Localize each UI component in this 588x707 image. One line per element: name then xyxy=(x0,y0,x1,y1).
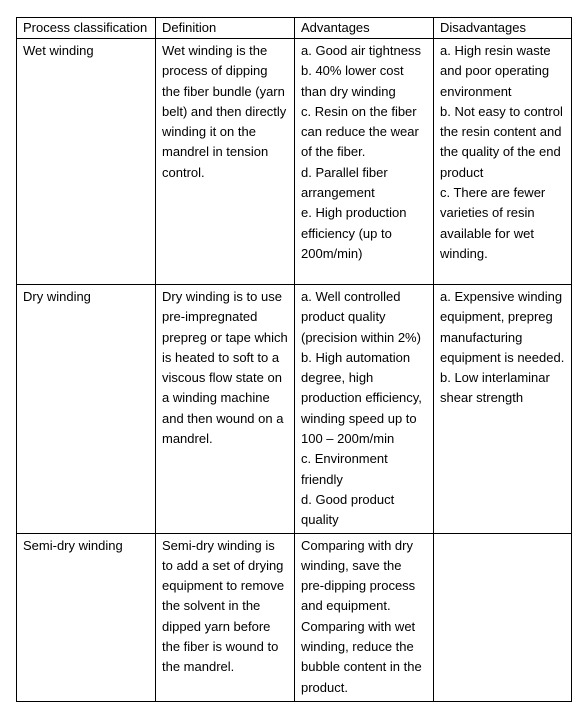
advantage-item: b. 40% lower cost than dry winding xyxy=(301,63,404,99)
disadvantage-item: c. There are fewer varieties of resin available for wet winding. xyxy=(440,185,546,261)
disadvantage-item: a. High resin waste and poor operating environment xyxy=(440,43,551,99)
advantage-item: a. Good air tightness xyxy=(301,43,421,58)
disadvantage-item: a. Expensive winding equipment, prepreg manufacturing equipment is needed. xyxy=(440,289,565,365)
table-row-semi-dry-winding xyxy=(17,533,572,701)
table-header xyxy=(17,18,572,39)
advantage-item: c. Environment friendly xyxy=(301,451,388,487)
disadvantages-cell xyxy=(434,285,572,534)
definition-cell: Semi-dry winding is to add a set of drying equipment to remove the solvent in the dipped yarn before the fiber is wound to the mandrel. xyxy=(156,533,295,701)
disadvantages-cell xyxy=(434,39,572,285)
process-cell: Semi-dry winding xyxy=(17,533,156,701)
header-advantages: Advantages xyxy=(295,18,434,39)
advantage-item: Comparing with wet winding, reduce the bubble content in the product. xyxy=(301,618,422,695)
disadvantage-item: b. Low interlaminar shear strength xyxy=(440,370,550,406)
advantages-cell xyxy=(295,533,434,701)
header-disadvantages: Disadvantages xyxy=(434,18,572,39)
table-body xyxy=(17,39,572,702)
process-cell: Wet winding xyxy=(17,39,156,285)
advantage-item: a. Well controlled product quality (precision within 2%) xyxy=(301,289,421,345)
advantages-cell xyxy=(295,39,434,285)
header-row xyxy=(17,18,572,39)
advantages-cell xyxy=(295,285,434,534)
header-process-classification: Process classification xyxy=(17,18,156,39)
advantage-item: e. High production efficiency (up to 200m/min) xyxy=(301,205,407,261)
advantage-item: d. Good product quality xyxy=(301,491,395,528)
table-row-wet-winding xyxy=(17,39,572,285)
header-definition: Definition xyxy=(156,18,295,39)
winding-process-comparison-table xyxy=(16,17,572,702)
table-row-dry-winding xyxy=(17,285,572,534)
disadvantage-item: b. Not easy to control the resin content and the quality of the end product xyxy=(440,103,563,180)
definition-cell: Dry winding is to use pre-impregnated prepreg or tape which is heated to soft to a viscous flow state on a winding machine and then wound on a mandrel. xyxy=(156,285,295,534)
advantage-item: c. Resin on the fiber can reduce the wear of the fiber. xyxy=(301,103,419,160)
advantage-item: b. High automation degree, high production efficiency, winding speed up to 100 – 200m/min xyxy=(301,349,422,447)
advantage-item: d. Parallel fiber arrangement xyxy=(301,164,388,201)
definition-cell: Wet winding is the process of dipping the fiber bundle (yarn belt) and then directly winding it on the mandrel in tension control. xyxy=(156,39,295,285)
disadvantages-cell xyxy=(434,533,572,701)
advantage-item: Comparing with dry winding, save the pre-dipping process and equipment. xyxy=(301,537,416,614)
process-cell: Dry winding xyxy=(17,285,156,534)
